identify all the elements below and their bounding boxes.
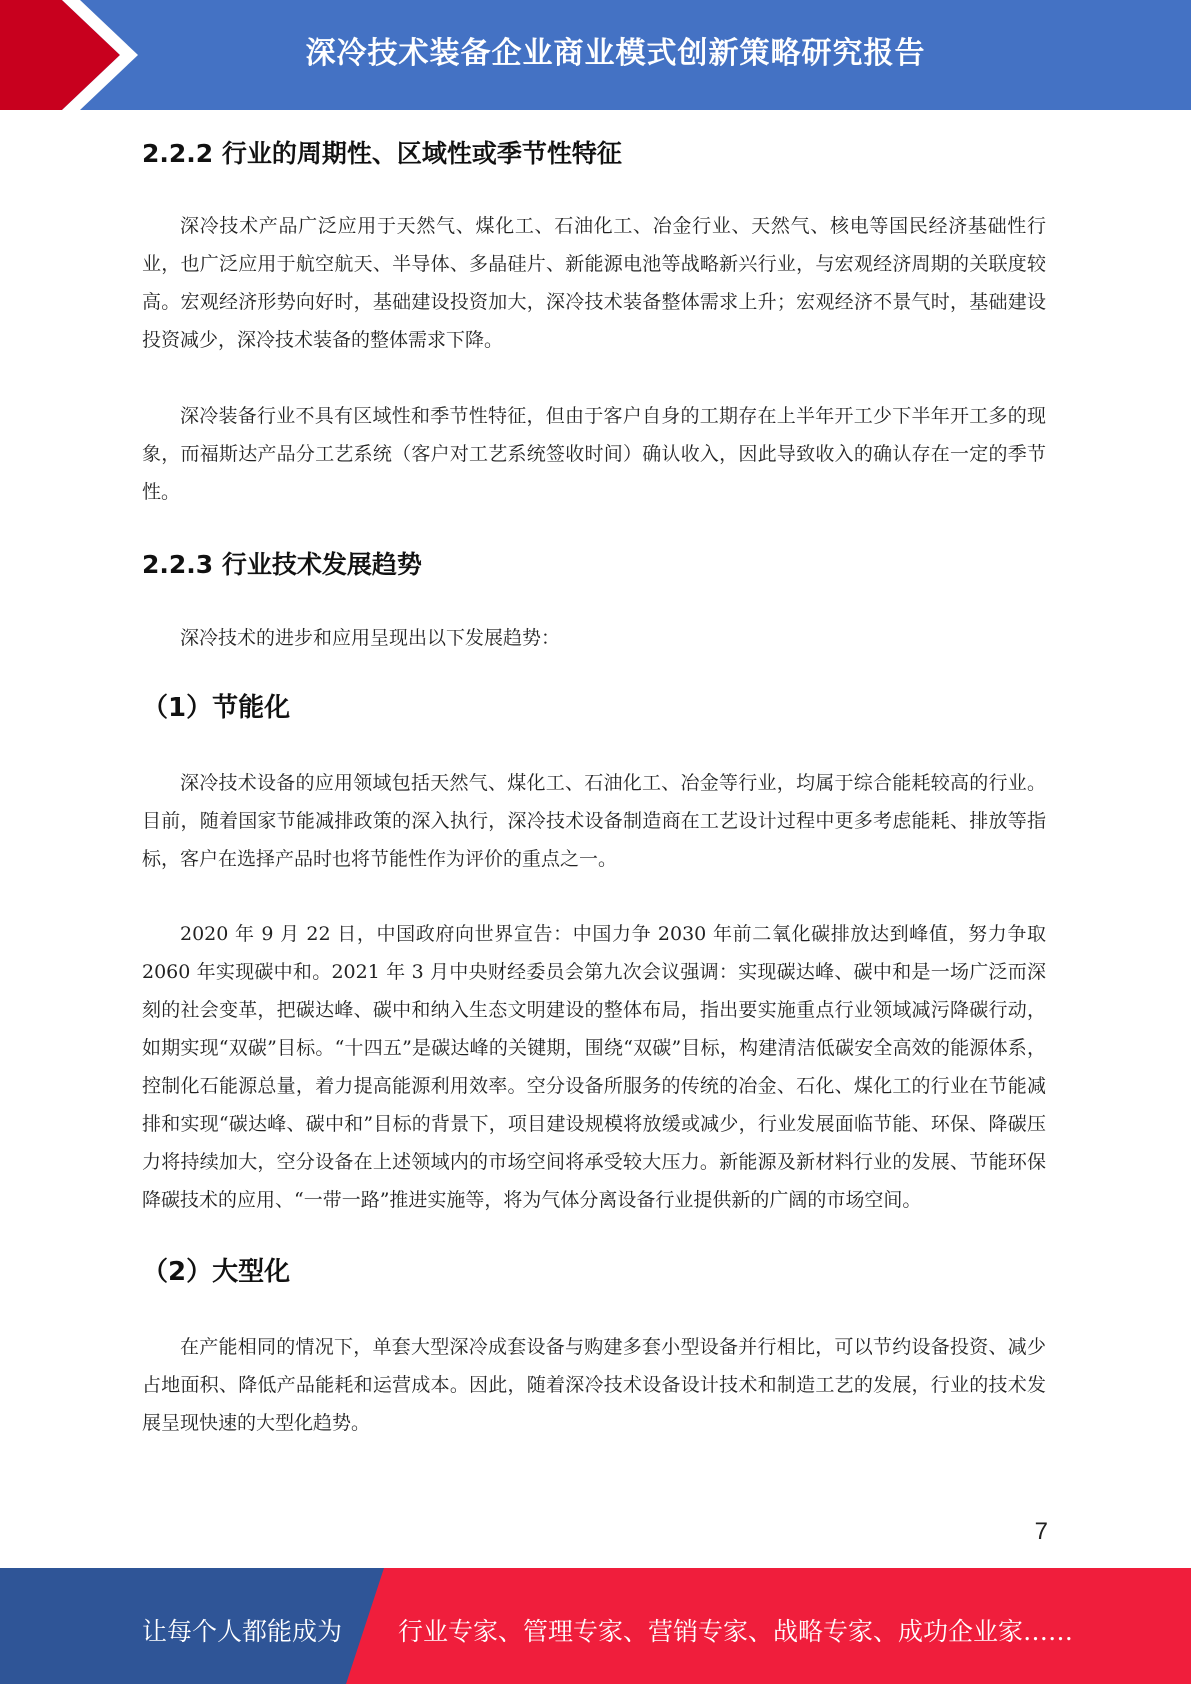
paragraph: 深冷技术设备的应用领域包括天然气、煤化工、石油化工、冶金等行业，均属于综合能耗较高的行业。目前，随着国家节能减排政策的深入执行，深冷技术设备制造商在工艺设计过程中更多考虑能耗、排放等指标，客户在选择产品时也将节能性作为评价的重点之一。 [142, 772, 1046, 870]
paragraph: 2020 年 9 月 22 日，中国政府向世界宣告：中国力争 2030 年前二氧化碳排放达到峰值，努力争取 2060 年实现碳中和。2021 年 3 月中央财经委员会第九次会议强调：实现碳达峰、碳中和是一场广泛而深刻的社会变革，把碳达峰、碳中和纳入生态文明建设的整体布局，指出要实施重点行业领域减污降碳行动，如期实现“双碳”目标。“十四五”是碳达峰的关键期，围绕“双碳”目标，构建清洁低碳安全高效的能源体系，控制化石能源总量，着力提高能源利用效率。空分设备所服务的传统的冶金、石化、煤化工的行业在节能减排和实现“碳达峰、碳中和”目标的背景下，项目建设规模将放缓或减少，行业发展面临节能、环保、降碳压力将持续加大，空分设备在上述领域内的市场空间将承受较大压力。新能源及新材料行业的发展、节能环保降碳技术的应用、“一带一路”推进实施等，将为气体分离设备行业提供新的广阔的市场空间。 [142, 923, 1046, 1211]
page-content [142, 130, 1046, 1442]
header-banner [0, 0, 1191, 110]
paragraph: 深冷技术的进步和应用呈现出以下发展趋势： [180, 627, 561, 649]
footer-slogan-left: 让每个人都能成为 [142, 1617, 343, 1646]
footer-slogan-right: 行业专家、管理专家、营销专家、战略专家、成功企业家…… [398, 1617, 1074, 1646]
paragraph: 在产能相同的情况下，单套大型深冷成套设备与购建多套小型设备并行相比，可以节约设备投资、减少占地面积、降低产品能耗和运营成本。因此，随着深冷技术设备设计技术和制造工艺的发展，行业的技术发展呈现快速的大型化趋势。 [142, 1336, 1046, 1434]
paragraph: 深冷技术产品广泛应用于天然气、煤化工、石油化工、冶金行业、天然气、核电等国民经济基础性行业，也广泛应用于航空航天、半导体、多晶硅片、新能源电池等战略新兴行业，与宏观经济周期的关联度较高。宏观经济形势向好时，基础建设投资加大，深冷技术装备整体需求上升；宏观经济不景气时，基础建设投资减少，深冷技术装备的整体需求下降。 [142, 215, 1046, 351]
subsection-heading-large-scale: （2）大型化 [142, 1257, 291, 1287]
paragraph: 深冷装备行业不具有区域性和季节性特征，但由于客户自身的工期存在上半年开工少下半年开工多的现象，而福斯达产品分工艺系统（客户对工艺系统签收时间）确认收入，因此导致收入的确认存在一定的季节性。 [142, 405, 1046, 503]
page-number: 7 [1034, 1518, 1048, 1545]
section-heading-2-2-2: 2.2.2 行业的周期性、区域性或季节性特征 [142, 139, 622, 168]
section-heading-2-2-3: 2.2.3 行业技术发展趋势 [142, 550, 422, 579]
subsection-heading-energy-saving: （1）节能化 [142, 693, 291, 723]
report-title: 深冷技术装备企业商业模式创新策略研究报告 [305, 36, 926, 71]
footer-banner [0, 1568, 1191, 1684]
